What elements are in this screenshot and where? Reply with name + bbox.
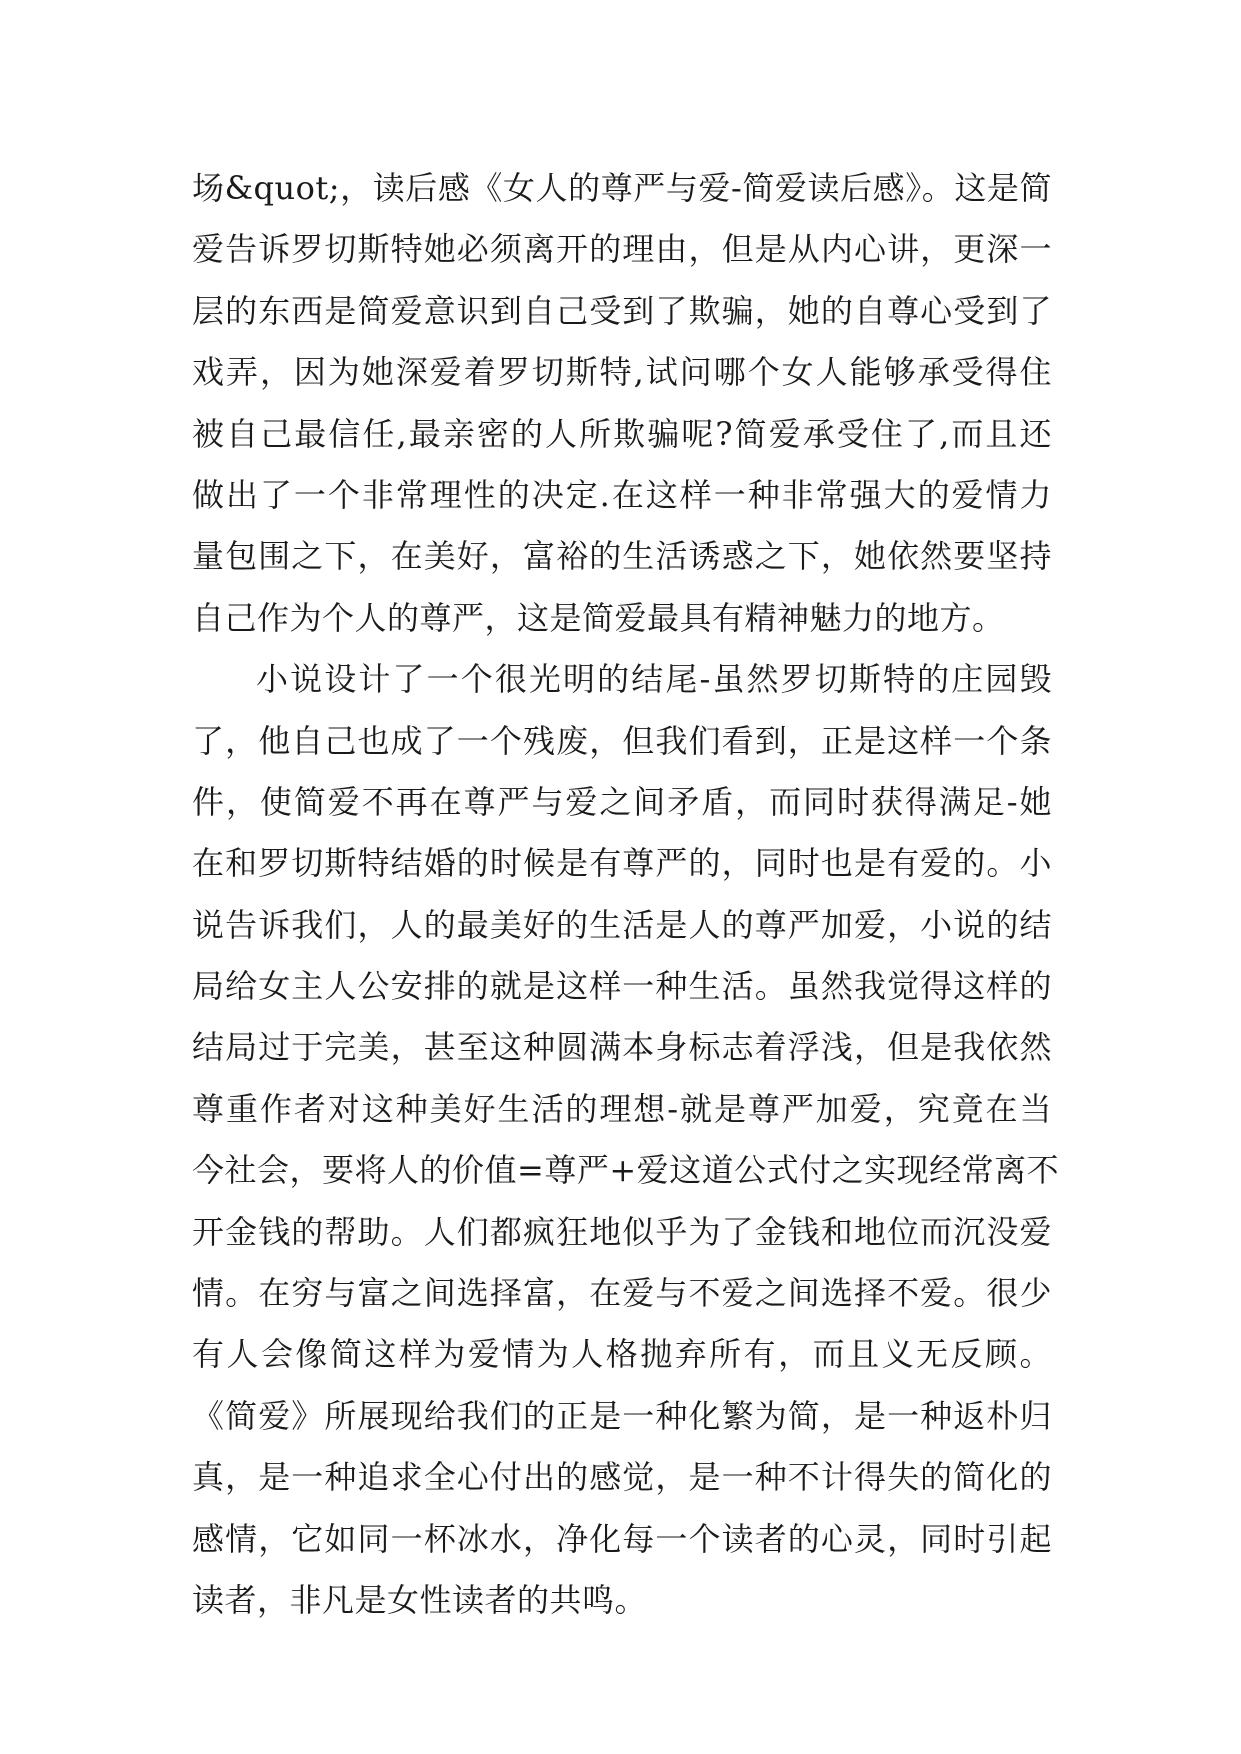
text-line: 情。在穷与富之间选择富，在爱与不爱之间选择不爱。很少 bbox=[192, 1274, 1052, 1313]
text-line: 说告诉我们，人的最美好的生活是人的尊严加爱，小说的结 bbox=[192, 905, 1052, 944]
text-line: 被自己最信任,最亲密的人所欺骗呢?简爱承受住了,而且还 bbox=[192, 414, 1052, 453]
text-line: 了，他自己也成了一个残废，但我们看到，正是这样一个条 bbox=[192, 721, 1052, 760]
text-line: 戏弄，因为她深爱着罗切斯特,试问哪个女人能够承受得住 bbox=[192, 353, 1052, 392]
text-line: 爱告诉罗切斯特她必须离开的理由，但是从内心讲，更深一 bbox=[192, 230, 1052, 269]
text-line: 开金钱的帮助。人们都疯狂地似乎为了金钱和地位而沉没爱 bbox=[192, 1212, 1052, 1251]
text-line: 尊重作者对这种美好生活的理想-就是尊严加爱，究竟在当 bbox=[192, 1089, 1052, 1128]
paragraph-end-line: 自己作为个人的尊严，这是简爱最具有精神魅力的地方。 bbox=[192, 598, 1005, 637]
text-line: 感情，它如同一杯冰水，净化每一个读者的心灵，同时引起 bbox=[192, 1519, 1052, 1558]
text-line: 结局过于完美，甚至这种圆满本身标志着浮浅，但是我依然 bbox=[192, 1028, 1052, 1067]
text-line: 在和罗切斯特结婚的时候是有尊严的，同时也是有爱的。小 bbox=[192, 844, 1052, 883]
text-line: 《简爱》所展现给我们的正是一种化繁为简，是一种返朴归 bbox=[192, 1396, 1052, 1435]
text-line: 量包围之下，在美好，富裕的生活诱惑之下，她依然要坚持 bbox=[192, 537, 1052, 576]
text-line: 层的东西是简爱意识到自己受到了欺骗，她的自尊心受到了 bbox=[192, 291, 1052, 330]
text-line: 件，使简爱不再在尊严与爱之间矛盾，而同时获得满足-她 bbox=[192, 782, 1052, 821]
body-text bbox=[192, 158, 1060, 1631]
text-line: 局给女主人公安排的就是这样一种生活。虽然我觉得这样的 bbox=[192, 967, 1052, 1006]
text-line: 有人会像简这样为爱情为人格抛弃所有，而且义无反顾。 bbox=[192, 1335, 1052, 1374]
paragraph-start-line: 小说设计了一个很光明的结尾-虽然罗切斯特的庄园毁 bbox=[256, 660, 1052, 699]
text-line: 场&quot;，读后感《女人的尊严与爱-简爱读后感》。这是简 bbox=[192, 169, 1052, 207]
text-line: 真，是一种追求全心付出的感觉，是一种不计得失的简化的 bbox=[192, 1458, 1052, 1497]
text-line: 做出了一个非常理性的决定.在这样一种非常强大的爱情力 bbox=[192, 475, 1052, 514]
paragraph-end-line: 读者，非凡是女性读者的共鸣。 bbox=[192, 1580, 648, 1619]
text-line: 今社会，要将人的价值=尊严+爱这道公式付之实现经常离不 bbox=[192, 1151, 1060, 1190]
